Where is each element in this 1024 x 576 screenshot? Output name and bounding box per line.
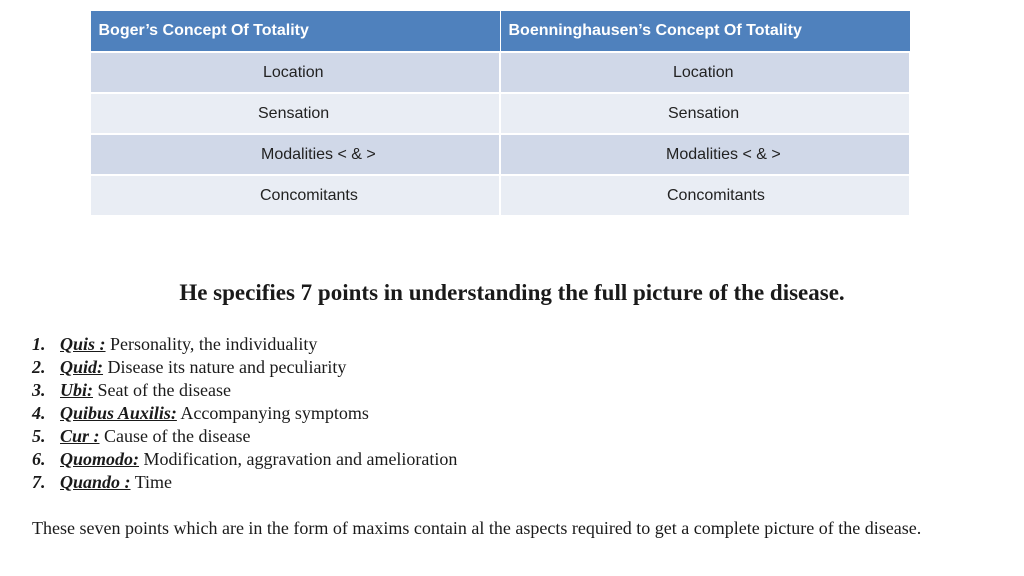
cell-text: Location — [673, 63, 734, 81]
item-number: 6. — [32, 449, 46, 469]
item-term: Cur : — [60, 426, 100, 446]
table-row — [90, 52, 910, 93]
table-cell — [500, 93, 910, 134]
header-boger: Boger’s Concept Of Totality — [90, 11, 500, 53]
list-item — [32, 356, 457, 379]
list-item — [32, 379, 457, 402]
item-number: 1. — [32, 334, 46, 354]
item-number: 7. — [32, 472, 46, 492]
cell-text: Modalities < & > — [666, 145, 781, 163]
item-term: Quid: — [60, 357, 104, 377]
item-description: Time — [130, 472, 173, 492]
item-description: Cause of the disease — [99, 426, 251, 446]
item-description: Accompanying symptoms — [176, 403, 369, 423]
item-term: Quibus Auxilis: — [60, 403, 177, 423]
cell-text: Modalities < & > — [261, 145, 376, 163]
cell-text: Location — [263, 63, 324, 81]
cell-text: Concomitants — [667, 186, 765, 204]
cell-text: Sensation — [668, 104, 740, 122]
item-term: Quando : — [60, 472, 131, 492]
cell-text: Sensation — [258, 104, 330, 122]
list-item — [32, 425, 457, 448]
table-cell — [90, 134, 500, 175]
item-description: Disease its nature and peculiarity — [103, 357, 347, 377]
table-row — [90, 93, 910, 134]
item-description: Personality, the individuality — [105, 334, 318, 354]
item-term: Ubi: — [60, 380, 93, 400]
section-heading: He specifies 7 points in understanding the full picture of the disease. — [179, 280, 845, 305]
list-item — [32, 402, 457, 425]
list-item — [32, 448, 457, 471]
header-boenninghausen: Boenninghausen’s Concept Of Totality — [500, 11, 910, 53]
item-number: 3. — [32, 380, 46, 400]
list-item — [32, 471, 457, 494]
table-row — [90, 134, 910, 175]
table-cell — [90, 52, 500, 93]
item-number: 4. — [32, 403, 46, 423]
table-cell — [500, 134, 910, 175]
table-cell — [500, 175, 910, 216]
seven-points-list — [32, 333, 457, 494]
summary-paragraph: These seven points which are in the form of maxims contain al the aspects required to get a complete picture of the disease. — [32, 518, 922, 538]
table-row — [90, 175, 910, 216]
item-description: Seat of the disease — [93, 380, 231, 400]
item-term: Quis : — [60, 334, 106, 354]
item-number: 5. — [32, 426, 46, 446]
table-cell — [500, 52, 910, 93]
table-cell — [90, 175, 500, 216]
table-cell — [90, 93, 500, 134]
item-number: 2. — [32, 357, 46, 377]
item-description: Modification, aggravation and amelioration — [139, 449, 458, 469]
item-term: Quomodo: — [60, 449, 140, 469]
totality-comparison-table — [89, 10, 911, 217]
table-header-row — [90, 11, 910, 53]
cell-text: Concomitants — [260, 186, 358, 204]
list-item — [32, 333, 457, 356]
